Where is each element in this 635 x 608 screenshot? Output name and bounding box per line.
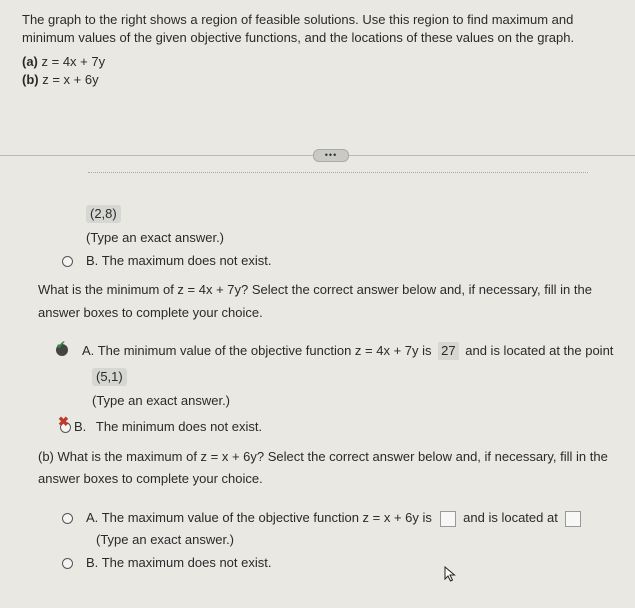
min-option-a-suffix: and is located at the point [465,343,614,358]
max-b-option-b-letter: B. [86,555,99,570]
radio-max-a-option-b[interactable] [62,256,73,267]
min-point [92,368,127,386]
max-a-option-b[interactable] [86,252,271,270]
question-b-line-1: (b) What is the maximum of z = x + 6y? Select the correct answer below and, if necessary, fill in the [38,449,608,464]
previous-point-box: (2,8) [86,205,121,223]
previous-hint: (Type an exact answer.) [86,230,225,245]
min-option-b[interactable] [74,418,262,436]
question-b-line-2: answer boxes to complete your choice. [38,471,263,486]
incorrect-x-icon: ✖ [58,414,69,429]
question-min-line-2: answer boxes to complete your choice. [38,305,263,320]
previous-answer-point [86,205,121,223]
function-a-label: (a) [22,54,38,69]
question-min-line-1: What is the minimum of z = 4x + 7y? Select the correct answer below and, if necessary, fill in the [38,282,592,297]
mouse-cursor-icon [444,566,456,582]
max-b-option-a-middle: and is located at [463,510,558,525]
min-option-a-letter: A. [82,343,95,358]
function-b-expr: z = x + 6y [42,72,99,87]
min-option-a[interactable] [82,342,613,360]
min-option-b-text: The minimum does not exist. [95,419,263,434]
max-b-option-a-letter: A. [86,510,99,525]
radio-max-b-option-a[interactable] [62,513,73,524]
min-option-a-prefix: The minimum value of the objective function z = 4x + 7y is [97,343,432,358]
max-b-point-input[interactable] [565,511,581,527]
intro-line-1: The graph to the right shows a region of feasible solutions. Use this region to find maximum and [22,12,574,27]
max-b-hint: (Type an exact answer.) [96,532,235,547]
function-a-expr: z = 4x + 7y [41,54,106,69]
expand-button[interactable]: ••• [313,149,349,162]
function-a [22,53,105,71]
max-b-option-a-prefix: The maximum value of the objective function z = x + 6y is [101,510,432,525]
function-b [22,71,99,89]
faded-cutoff-line [88,172,588,181]
max-a-option-b-text: The maximum does not exist. [101,253,272,268]
correct-check-icon: ✔ [56,338,67,352]
min-option-b-letter: B. [74,419,87,434]
max-b-value-input[interactable] [440,511,456,527]
min-hint: (Type an exact answer.) [92,393,231,408]
radio-max-b-option-b[interactable] [62,558,73,569]
max-a-option-b-letter: B. [86,253,99,268]
intro-line-2: minimum values of the given objective functions, and the locations of these values on the graph. [22,30,575,45]
max-b-option-b-text: The maximum does not exist. [101,555,272,570]
max-b-option-b[interactable] [86,554,271,572]
max-b-option-a[interactable] [86,509,585,527]
function-b-label: (b) [22,72,39,87]
min-value-box[interactable]: 27 [438,342,458,360]
min-point-box[interactable]: (5,1) [92,368,127,386]
